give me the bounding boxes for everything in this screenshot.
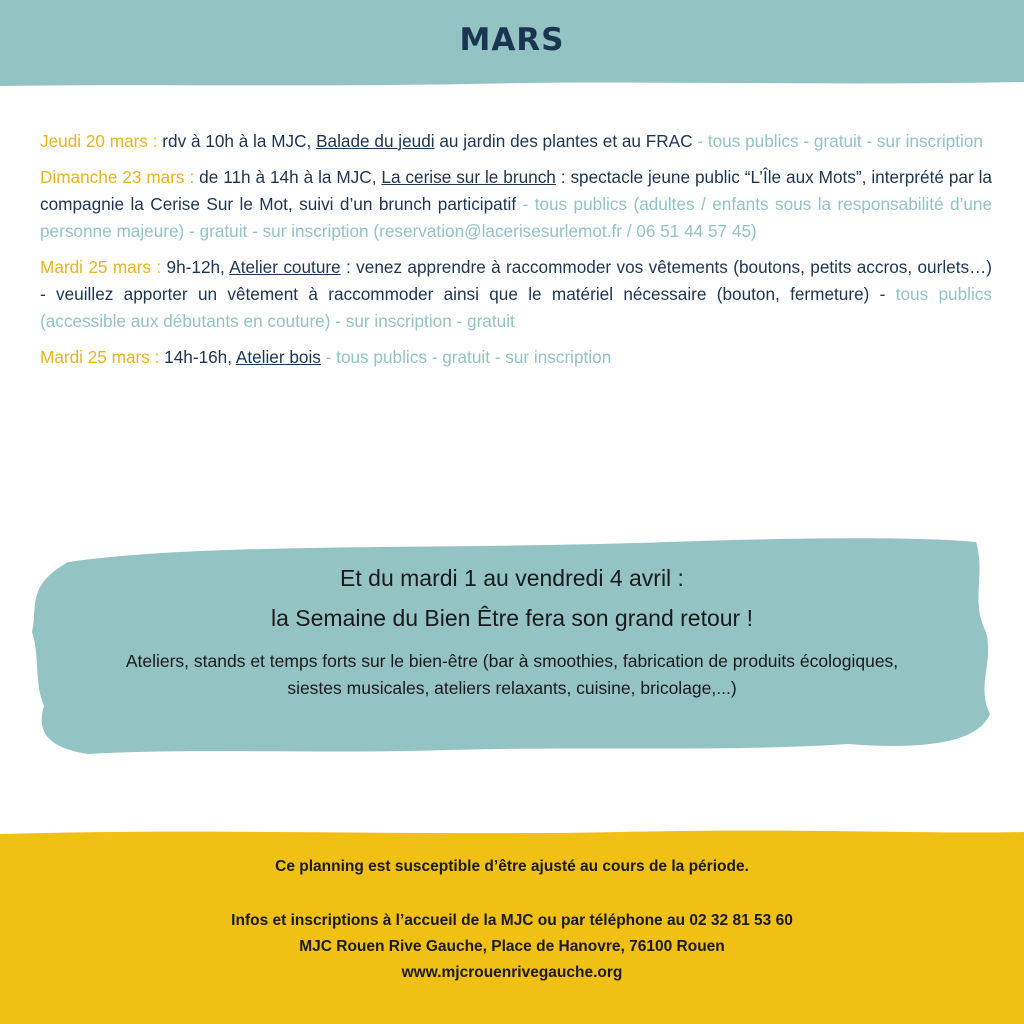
highlight-title-line1: Et du mardi 1 au vendredi 4 avril : [340,565,684,591]
footer-address: MJC Rouen Rive Gauche, Place de Hanovre, 76100 Rouen [299,938,725,955]
event-tags: - tous publics - gratuit - sur inscription [692,131,983,151]
event-text: rdv à 10h à la MJC, [157,131,317,151]
event-link[interactable]: Atelier couture [229,257,341,277]
footer-info: Infos et inscriptions à l’accueil de la MJC ou par téléphone au 02 32 81 53 60 [231,912,793,929]
footer-notice: Ce planning est susceptible d’être ajusté au cours de la période. [275,858,749,875]
page-title: MARS [459,22,565,58]
event-text: : venez apprendre à raccommoder vos vêtements (boutons, petits accros, ourlets…) - veuillez apporter un vêtement à raccommoder ainsi que le matériel nécessaire (bouton, fermeture) - [40,257,992,304]
event-date: Jeudi 20 mars : [40,131,158,151]
event-text: 9h-12h, [161,257,230,277]
event-item [40,128,992,155]
events-list [40,128,992,380]
event-tags: tous publics (accessible aux débutants en couture) - sur inscription - gratuit [40,284,992,331]
event-tags: - tous publics - gratuit - sur inscription [320,347,612,367]
event-text: 14h-16h, [159,347,236,367]
event-item [40,344,992,371]
event-text: : spectacle jeune public “L’Île aux Mots”, interprété par la compagnie la Cerise Sur le Mot, suivi d’un brunch participatif [40,167,992,214]
event-text: au jardin des plantes et au FRAC [434,131,693,151]
header-band [0,0,1024,88]
event-link[interactable]: Atelier bois [235,347,321,367]
event-item [40,164,992,245]
event-text: de 11h à 14h à la MJC, [194,167,382,187]
event-date: Dimanche 23 mars : [40,167,195,187]
event-date: Mardi 25 mars : [40,257,162,277]
event-date: Mardi 25 mars : [40,347,160,367]
event-link[interactable]: La cerise sur le brunch [381,167,556,187]
highlight-title-line2: la Semaine du Bien Être fera son grand retour ! [270,605,753,631]
event-link[interactable]: Balade du jeudi [316,131,435,151]
event-item [40,254,992,335]
footer-website[interactable]: www.mjcrouenrivegauche.org [401,964,623,981]
event-tags: - tous publics (adultes / enfants sous la responsabilité d’une personne majeure) - gratuit - sur inscription (reservation@lacerisesurlemot.fr / 06 51 44 57 45) [40,194,993,241]
highlight-description: Ateliers, stands et temps forts sur le bien-être (bar à smoothies, fabrication de produits écologiques, siestes musicales, ateliers relaxants, cuisine, bricolage,...) [125,651,899,698]
